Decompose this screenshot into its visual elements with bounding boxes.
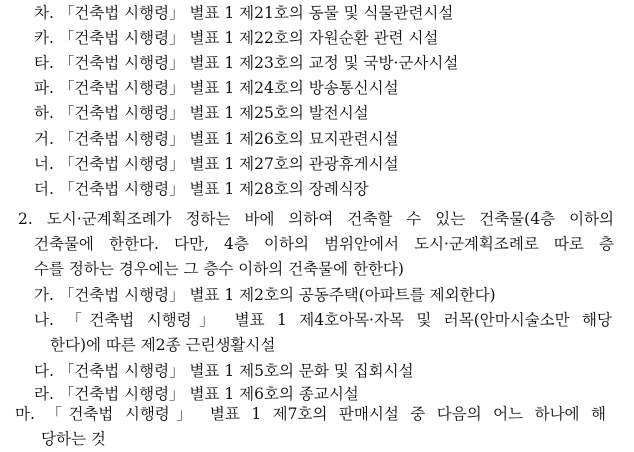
list-item-na-continued: 한다)에 따른 제2종 근린생활시설 [50, 336, 276, 354]
list-item-ka: 카. 「건축법 시행령」 별표 1 제22호의 자원순환 관련 시설 [34, 29, 439, 47]
list-item-pa: 파. 「건축법 시행령」 별표 1 제24호의 방송통신시설 [34, 79, 399, 97]
section-2-heading: 2. 도시·군계획조례가 정하는 바에 의하여 건축할 수 있는 건축물(4층 이하의 [18, 210, 614, 228]
section-2-text: 건축물에 한한다. 다만, 4층 이하의 범위안에서 도시·군계획조례로 따로 층 [34, 235, 614, 253]
list-item-ma-continued: 당하는 것 [41, 430, 106, 448]
list-item-ha: 하. 「건축법 시행령」 별표 1 제25호의 발전시설 [34, 104, 369, 122]
list-item-na: 나. 「건축법 시행령」 별표 1 제4호아목·자목 및 러목(안마시술소만 해당 [34, 311, 612, 329]
section-2-text-end: 수를 정하는 경우에는 그 층수 이하의 건축물에 한한다) [34, 260, 404, 278]
list-item-ta: 타. 「건축법 시행령」 별표 1 제23호의 교정 및 국방·군사시설 [34, 54, 459, 72]
list-item-cha: 차. 「건축법 시행령」 별표 1 제21호의 동물 및 식물관련시설 [34, 4, 454, 22]
list-item-geo: 거. 「건축법 시행령」 별표 1 제26호의 묘지관련시설 [34, 130, 399, 148]
list-item-ra: 라. 「건축법 시행령」 별표 1 제6호의 종교시설 [34, 385, 359, 403]
list-item-ga: 가. 「건축법 시행령」 별표 1 제2호의 공동주택(아파트를 제외한다) [34, 286, 496, 304]
list-item-deo: 더. 「건축법 시행령」 별표 1 제28호의 장례식장 [34, 180, 369, 198]
list-item-ma: 마. 「건축법 시행령」 별표 1 제7호의 판매시설 중 다음의 어느 하나에 해 [15, 405, 606, 423]
list-item-neo: 너. 「건축법 시행령」 별표 1 제27호의 관광휴게시설 [34, 155, 399, 173]
list-item-da: 다. 「건축법 시행령」 별표 1 제5호의 문화 및 집회시설 [34, 362, 414, 380]
